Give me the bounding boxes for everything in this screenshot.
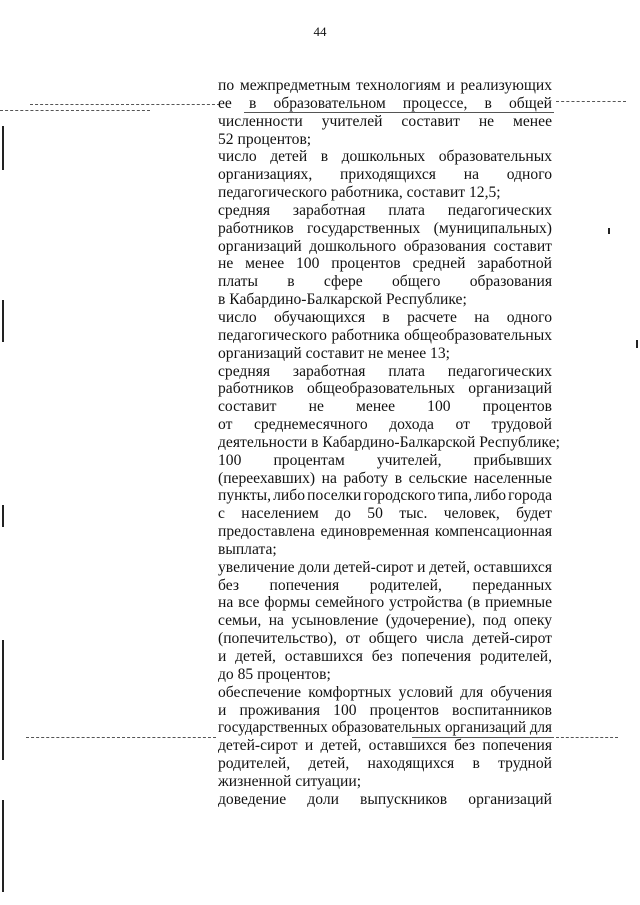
scan-margin-mark — [2, 300, 4, 342]
text-line: предоставлена единовременная компенсационная — [218, 523, 552, 541]
scan-margin-mark — [2, 800, 4, 892]
page-number: 44 — [313, 24, 327, 39]
text-line: выплата; — [218, 540, 277, 558]
scan-margin-mark — [2, 640, 4, 760]
text-line: платы в сфере общего образования — [218, 273, 552, 291]
text-line: от среднемесячного дохода от трудовой — [218, 416, 552, 434]
text-line: работников государственных (муниципальных) — [218, 219, 552, 237]
text-line: родителей, детей, находящихся в трудной — [218, 755, 552, 773]
text-line: жизненной ситуации; — [218, 772, 362, 790]
scan-margin-mark — [608, 228, 610, 234]
text-line: (попечительство), от общего числа детей-сирот — [218, 630, 552, 648]
text-line: пункты, либо поселки городского типа, либо города — [218, 487, 552, 505]
text-line: обеспечение комфортных условий для обучения — [218, 683, 552, 701]
text-line: число детей в дошкольных образовательных — [218, 148, 552, 166]
text-line: в Кабардино-Балкарской Республике; — [218, 291, 467, 309]
text-line: и детей, оставшихся без попечения родителей, — [218, 648, 552, 665]
text-line: организаций составит не менее 13; — [218, 344, 450, 362]
document-body — [218, 77, 560, 809]
text-line: 100 процентам учителей, прибывших — [218, 451, 552, 469]
text-line: ее в образовательном процессе, в общей — [218, 94, 552, 112]
scan-artifact-line — [26, 737, 216, 738]
text-line: доведение доли выпускников организаций — [218, 790, 552, 808]
text-line: педагогического работника общеобразовательных — [218, 326, 552, 344]
text-line: детей-сирот и детей, оставшихся без попечения — [218, 737, 552, 755]
text-line: педагогического работника, составит 12,5; — [218, 184, 501, 202]
text-line: численности учителей составит не менее — [218, 112, 552, 130]
text-line: работников общеобразовательных организаций — [218, 380, 552, 398]
text-line: средняя заработная плата педагогических — [218, 362, 552, 380]
text-line: организациях, приходящихся на одного — [218, 166, 552, 184]
scan-artifact-line — [30, 104, 220, 105]
text-line: деятельности в Кабардино-Балкарской Республике; — [218, 433, 560, 451]
text-line: (переехавших) на работу в сельские населенные — [218, 469, 552, 487]
text-line: средняя заработная плата педагогических — [218, 201, 552, 219]
text-line: и проживания 100 процентов воспитанников — [218, 701, 552, 719]
text-line: на все формы семейного устройства (в приемные — [218, 594, 552, 612]
scan-artifact-line — [0, 110, 150, 111]
scan-artifact-line — [556, 101, 626, 102]
scan-artifact-line — [556, 737, 618, 738]
text-line: по межпредметным технологиям и реализующих — [218, 77, 552, 94]
text-line: без попечения родителей, переданных — [218, 576, 552, 594]
text-line: увеличение доли детей-сирот и детей, оставшихся — [218, 558, 552, 576]
text-line: не менее 100 процентов средней заработной — [218, 255, 552, 273]
text-line: 52 процентов; — [218, 130, 312, 148]
scan-margin-mark — [2, 505, 4, 527]
text-line: организаций дошкольного образования составит — [218, 237, 552, 255]
text-line: с населением до 50 тыс. человек, будет — [218, 505, 552, 523]
scan-margin-mark — [2, 126, 4, 170]
scan-margin-mark — [636, 340, 638, 348]
text-line: до 85 процентов; — [218, 665, 331, 683]
text-line: семьи, на усыновление (удочерение), под опеку — [218, 612, 552, 630]
text-line: государственных образовательных организаций для — [218, 719, 552, 737]
text-line: число обучающихся в расчете на одного — [218, 308, 552, 326]
text-line: составит не менее 100 процентов — [218, 398, 552, 416]
